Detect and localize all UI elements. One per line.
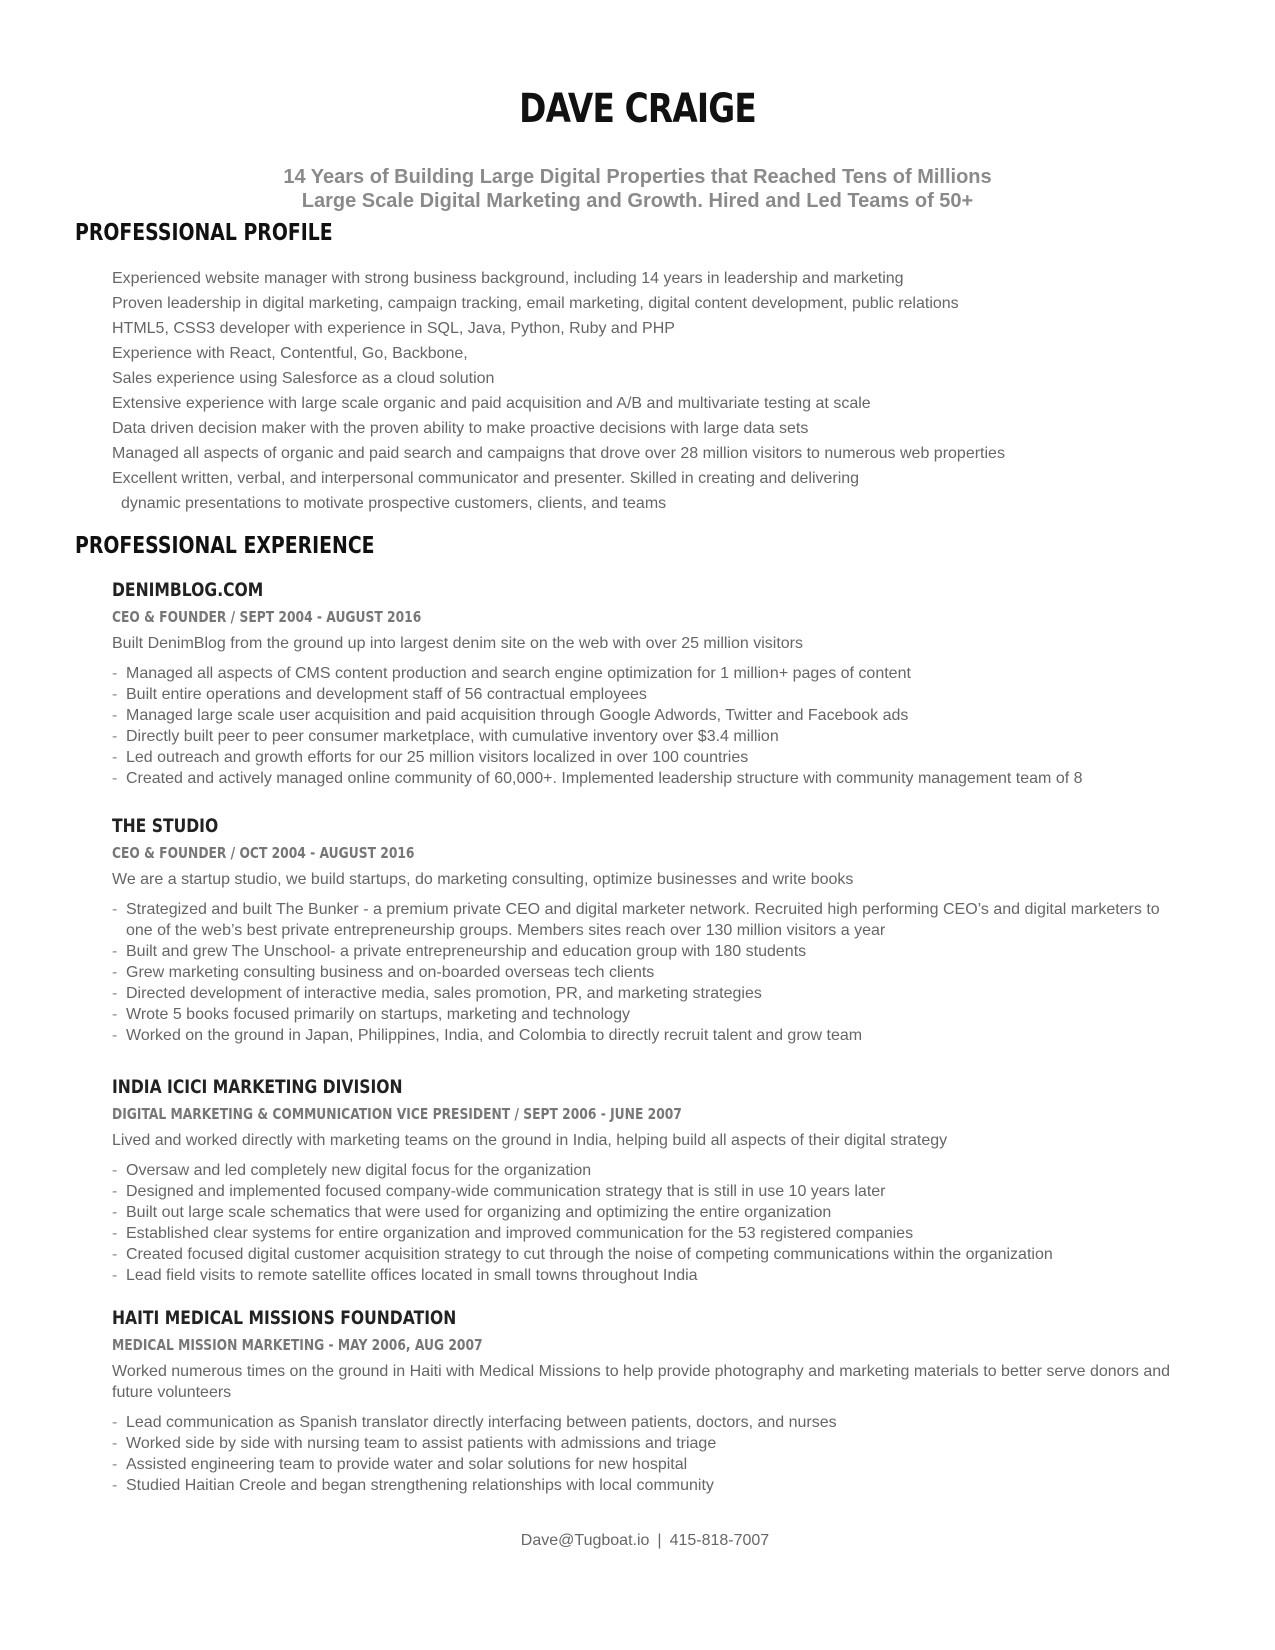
job-bullet: - Led outreach and growth efforts for our 25 million visitors localized in over 100 countries	[112, 749, 749, 766]
candidate-name: DAVE CRAIGE	[519, 86, 757, 132]
email-link[interactable]: Dave@Tugboat.io	[520, 1532, 650, 1549]
job-bullet: - Oversaw and led completely new digital focus for the organization	[112, 1162, 592, 1179]
job-summary: Built DenimBlog from the ground up into largest denim site on the web with over 25 million visitors	[112, 635, 803, 652]
job-role: CEO & FOUNDER / OCT 2004 - AUGUST 2016	[112, 844, 415, 862]
job-bullet: - Designed and implemented focused company-wide communication strategy that is still in use 10 years later	[112, 1183, 886, 1200]
dash-icon: -	[112, 770, 118, 787]
dash-icon: -	[112, 1225, 118, 1242]
company-name: HAITI MEDICAL MISSIONS FOUNDATION	[112, 1307, 457, 1329]
job-the-studio	[112, 814, 1172, 1046]
profile-list	[112, 266, 1005, 516]
job-bullet: - Assisted engineering team to provide water and solar solutions for new hospital	[112, 1456, 688, 1473]
dash-icon: -	[112, 1435, 118, 1452]
job-summary: We are a startup studio, we build startups, do marketing consulting, optimize businesses and write books	[112, 871, 854, 888]
job-bullet: - Built and grew The Unschool- a private entrepreneurship and education group with 180 students	[112, 943, 807, 960]
dash-icon: -	[112, 985, 118, 1002]
profile-item: Experienced website manager with strong business background, including 14 years in leadership and marketing	[112, 270, 904, 287]
job-bullet: - Established clear systems for entire organization and improved communication for the 53 registered companies	[112, 1225, 914, 1242]
company-name: DENIMBLOG.COM	[112, 579, 264, 601]
job-summary: Lived and worked directly with marketing teams on the ground in India, helping build all aspects of their digital strategy	[112, 1132, 948, 1149]
job-haiti-medical	[112, 1306, 1172, 1496]
company-name: INDIA ICICI MARKETING DIVISION	[112, 1076, 403, 1098]
phone-number[interactable]: 415-818-7007	[669, 1532, 770, 1549]
job-denimblog	[112, 578, 1172, 789]
profile-item: Extensive experience with large scale organic and paid acquisition and A/B and multivariate testing at scale	[112, 395, 871, 412]
job-india-icici	[112, 1075, 1172, 1286]
job-role: CEO & FOUNDER / SEPT 2004 - AUGUST 2016	[112, 608, 422, 626]
job-bullet: - Built out large scale schematics that were used for organizing and optimizing the entire organization	[112, 1204, 832, 1221]
tagline-line-1: 14 Years of Building Large Digital Properties that Reached Tens of Millions	[283, 166, 992, 188]
profile-item: Excellent written, verbal, and interpersonal communicator and presenter. Skilled in creating and delivering	[112, 470, 860, 487]
profile-item: Managed all aspects of organic and paid search and campaigns that drove over 28 million visitors to numerous web properties	[112, 445, 1005, 462]
dash-icon: -	[112, 1246, 118, 1263]
dash-icon: -	[112, 901, 118, 918]
dash-icon: -	[112, 1183, 118, 1200]
dash-icon: -	[112, 1204, 118, 1221]
job-role: DIGITAL MARKETING & COMMUNICATION VICE PRESIDENT / SEPT 2006 - JUNE 2007	[112, 1105, 682, 1123]
dash-icon: -	[112, 964, 118, 981]
job-bullet: - Lead communication as Spanish translator directly interfacing between patients, doctors, and nurses	[112, 1414, 837, 1431]
job-bullet: - Managed all aspects of CMS content production and search engine optimization for 1 million+ pages of content	[112, 665, 911, 682]
contact-footer	[0, 1532, 1275, 1550]
dash-icon: -	[112, 1006, 118, 1023]
job-bullet: - Created and actively managed online community of 60,000+. Implemented leadership structure with community management team of 8	[112, 770, 1083, 787]
job-bullet: - Directly built peer to peer consumer marketplace, with cumulative inventory over $3.4 million	[112, 728, 779, 745]
profile-item: Experience with React, Contentful, Go, Backbone,	[112, 345, 468, 362]
job-bullets	[112, 1160, 1172, 1286]
dash-icon: -	[112, 749, 118, 766]
job-bullet: - Wrote 5 books focused primarily on startups, marketing and technology	[112, 1006, 630, 1023]
tagline-line-2: Large Scale Digital Marketing and Growth. Hired and Led Teams of 50+	[301, 190, 974, 212]
dash-icon: -	[112, 1162, 118, 1179]
company-name: THE STUDIO	[112, 815, 219, 837]
job-bullets	[112, 899, 1172, 1046]
tagline	[0, 165, 1275, 213]
job-bullet: - Grew marketing consulting business and on-boarded overseas tech clients	[112, 964, 655, 981]
dash-icon: -	[112, 1414, 118, 1431]
profile-item: Sales experience using Salesforce as a cloud solution	[112, 370, 495, 387]
dash-icon: -	[112, 1267, 118, 1284]
job-summary: Worked numerous times on the ground in Haiti with Medical Missions to help provide photography and marketing materials to better serve donors and future volunteers	[112, 1363, 1171, 1401]
profile-section-title: PROFESSIONAL PROFILE	[75, 220, 333, 246]
job-bullet: - Worked on the ground in Japan, Philippines, India, and Colombia to directly recruit talent and grow team	[112, 1027, 863, 1044]
profile-item: dynamic presentations to motivate prospective customers, clients, and teams	[121, 495, 667, 512]
job-bullet: - Created focused digital customer acquisition strategy to cut through the noise of competing communications within the organization	[112, 1246, 1053, 1263]
dash-icon: -	[112, 943, 118, 960]
job-bullet: - Strategized and built The Bunker - a premium private CEO and digital marketer network. Recruited high performing CEO’s and digital marketers to one of the web’s best private entrepreneurship groups. Members sites reach over 130 million visitors a year	[112, 901, 1160, 939]
experience-section-title: PROFESSIONAL EXPERIENCE	[75, 533, 375, 559]
job-bullet: - Managed large scale user acquisition and paid acquisition through Google Adwords, Twitter and Facebook ads	[112, 707, 909, 724]
dash-icon: -	[112, 1456, 118, 1473]
job-bullets	[112, 1412, 1172, 1496]
dash-icon: -	[112, 1027, 118, 1044]
job-bullet: - Lead field visits to remote satellite offices located in small towns throughout India	[112, 1267, 698, 1284]
dash-icon: -	[112, 707, 118, 724]
profile-item: Proven leadership in digital marketing, campaign tracking, email marketing, digital content development, public relations	[112, 295, 959, 312]
profile-item: Data driven decision maker with the proven ability to make proactive decisions with large data sets	[112, 420, 809, 437]
job-bullet: - Worked side by side with nursing team to assist patients with admissions and triage	[112, 1435, 717, 1452]
job-bullets	[112, 663, 1172, 789]
footer-separator: |	[657, 1532, 662, 1549]
job-role: MEDICAL MISSION MARKETING - MAY 2006, AUG 2007	[112, 1336, 483, 1354]
dash-icon: -	[112, 665, 118, 682]
dash-icon: -	[112, 686, 118, 703]
dash-icon: -	[112, 728, 118, 745]
job-bullet: - Directed development of interactive media, sales promotion, PR, and marketing strategies	[112, 985, 762, 1002]
profile-item: HTML5, CSS3 developer with experience in SQL, Java, Python, Ruby and PHP	[112, 320, 675, 337]
job-bullet: - Studied Haitian Creole and began strengthening relationships with local community	[112, 1477, 714, 1494]
dash-icon: -	[112, 1477, 118, 1494]
job-bullet: - Built entire operations and development staff of 56 contractual employees	[112, 686, 647, 703]
